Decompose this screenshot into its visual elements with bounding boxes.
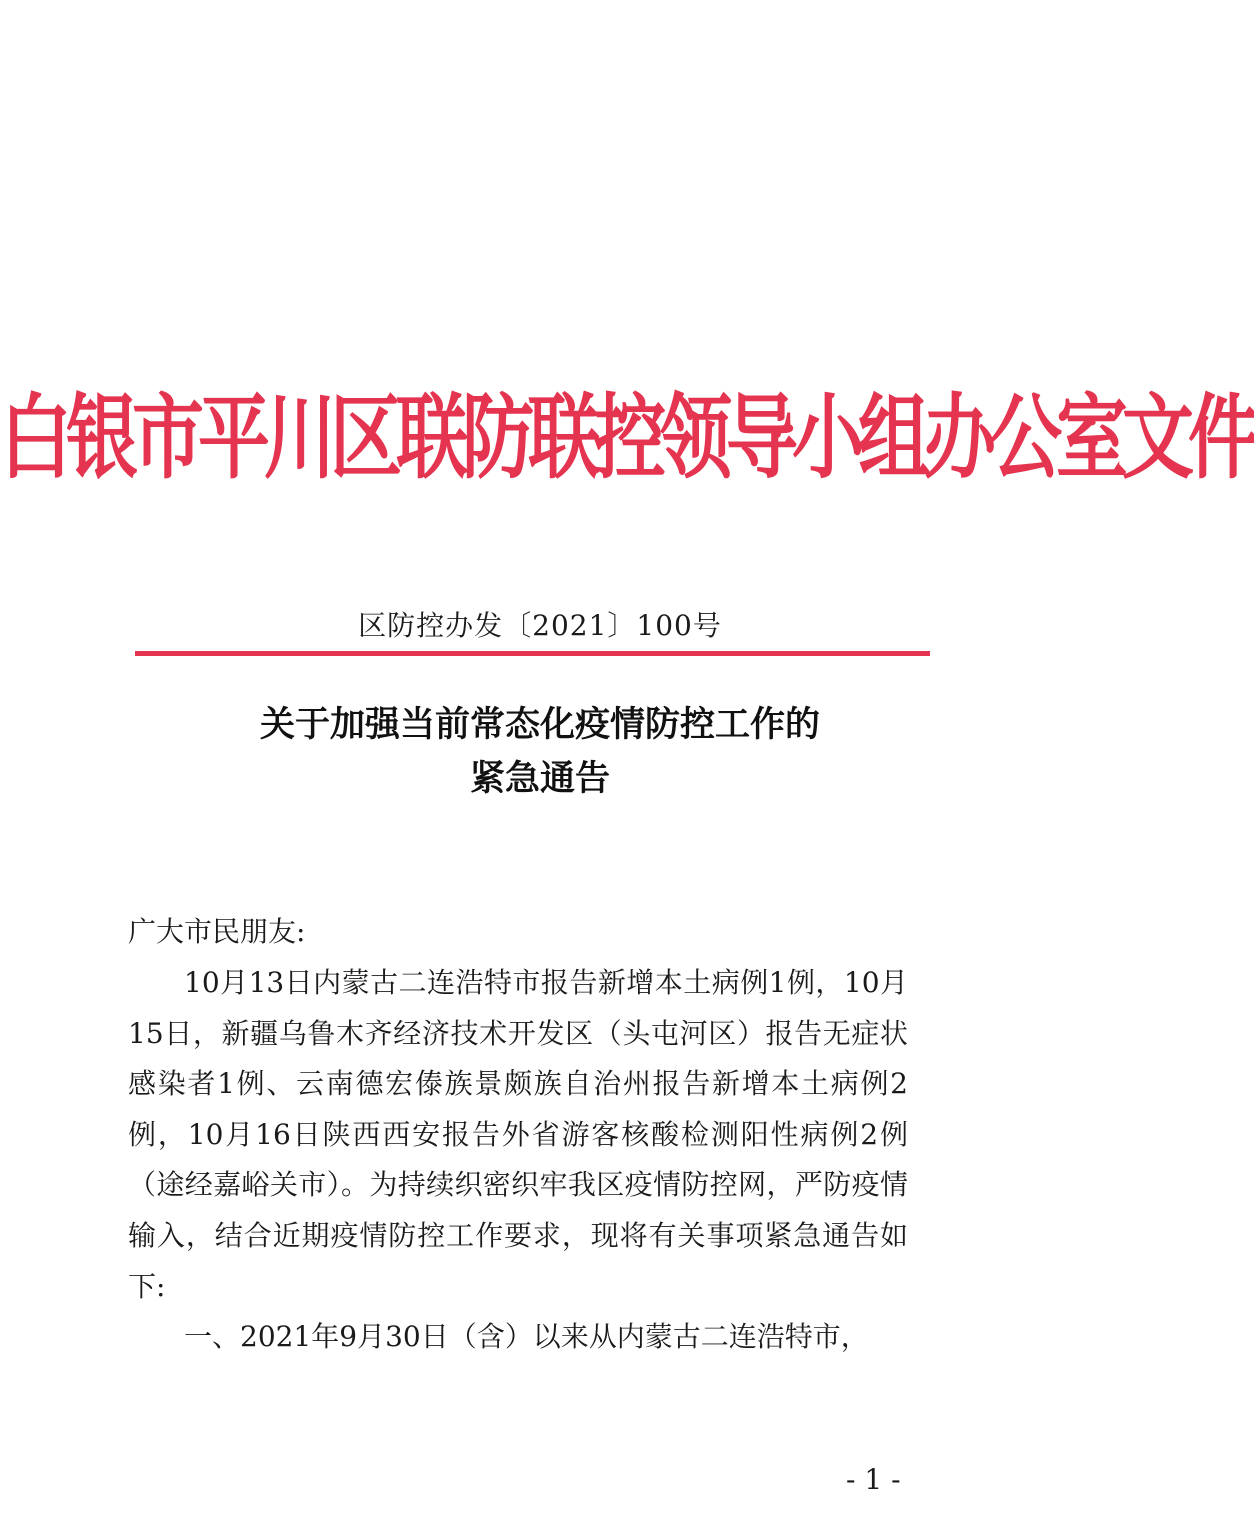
issuer-header: 白银市平川区联防联控领导小组办公室文件: [0, 383, 1254, 492]
red-divider-line: [135, 651, 930, 656]
document-title: [0, 698, 1080, 806]
title-line-1: 关于加强当前常态化疫情防控工作的: [259, 704, 820, 745]
page-number: - 1 -: [846, 1463, 901, 1496]
paragraph-1: 10月13日内蒙古二连浩特市报告新增本土病例1例，10月15日，新疆乌鲁木齐经济技术开发区（头屯河区）报告无症状感染者1例、云南德宏傣族景颇族自治州报告新增本土病例2例，10月16日陕西西安报告外省游客核酸检测阳性病例2例（途经嘉峪关市）。为持续织密织牢我区疫情防控网，严防疫情输入，结合近期疫情防控工作要求，现将有关事项紧急通告如下:: [128, 966, 908, 1303]
body-text: [128, 958, 908, 1363]
title-line-2: 紧急通告: [469, 758, 610, 799]
paragraph-2: 一、2021年9月30日（含）以来从内蒙古二连浩特市，: [184, 1320, 869, 1354]
document-number: 区防控办发〔2021〕100号: [358, 609, 722, 642]
salutation: 广大市民朋友:: [128, 915, 306, 948]
